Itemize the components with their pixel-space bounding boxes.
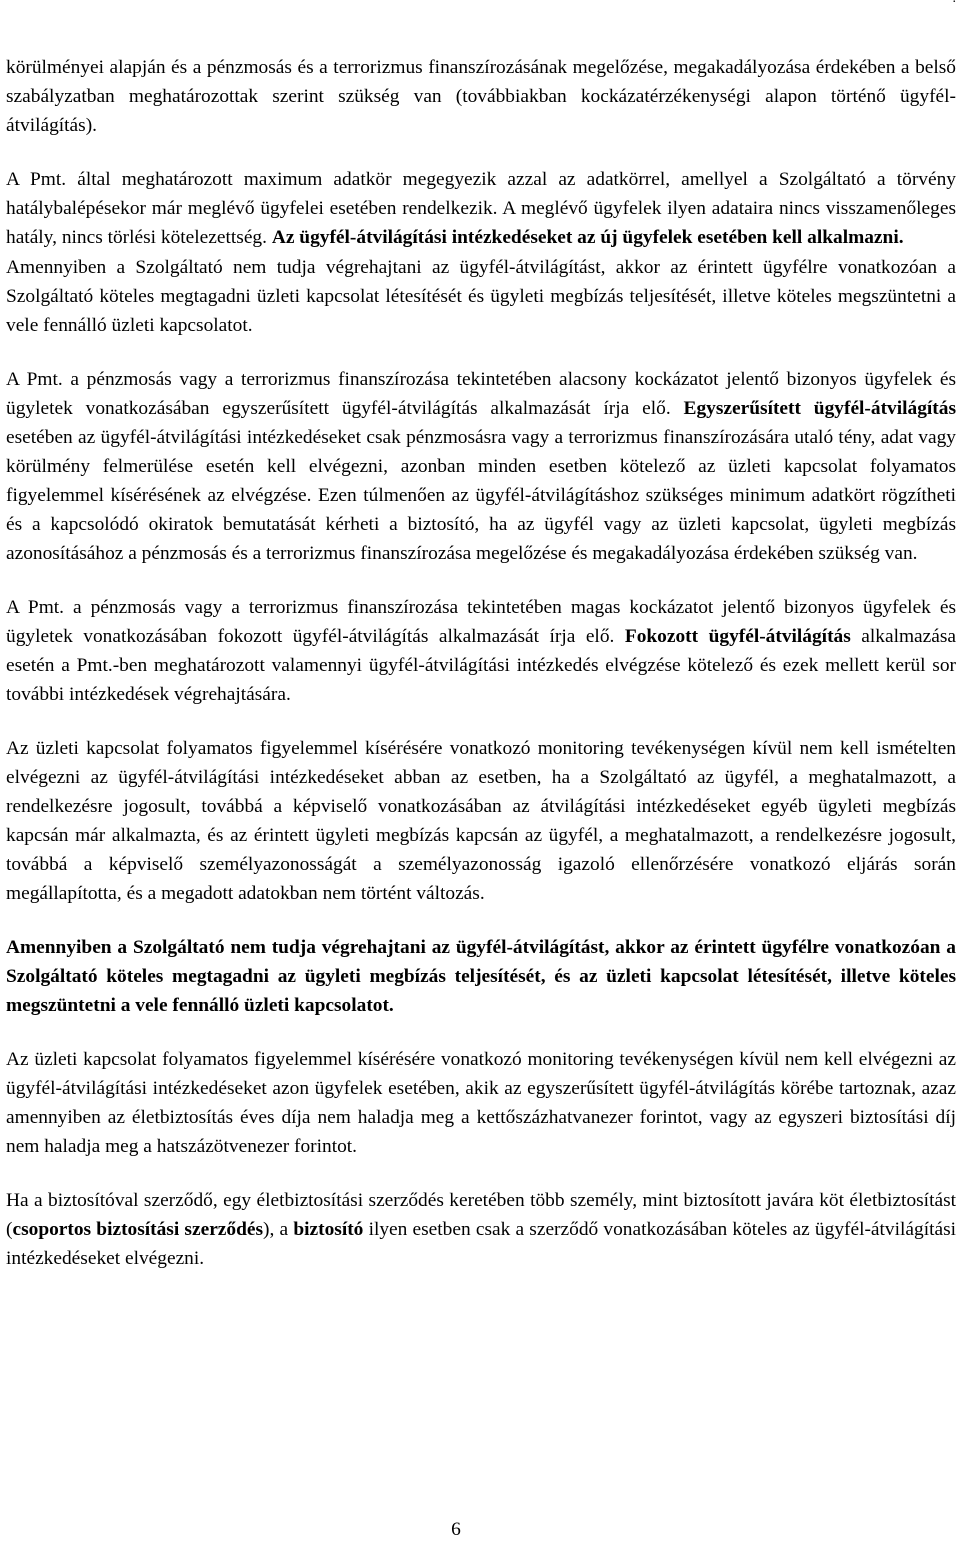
paragraph-4 bbox=[6, 365, 956, 568]
page-number: 6 bbox=[451, 1519, 461, 1540]
paragraph-text: A Pmt. a pénzmosás vagy a terrorizmus finanszírozása tekintetében magas kockázatot jelentő bizonyos ügyfelek és ügyletek vonatkozásában fokozott ügyfél-átvilágítás alkalmazását írja elő. bbox=[6, 597, 956, 647]
paragraph-9 bbox=[6, 1186, 956, 1273]
paragraph-text: ), a bbox=[263, 1219, 294, 1240]
paragraph-bold-text: csoportos biztosítási szerződés bbox=[12, 1219, 264, 1240]
paragraph-text: Az üzleti kapcsolat folyamatos figyelemmel kísérésére vonatkozó monitoring tevékenységen kívül nem kell ismételten elvégezni az ügyfél-átvilágítási intézkedéseket abban az esetben, ha a Szolgáltató az ügyfél, a meghatalmazott, a rendelkezésre jogosult, továbbá a képviselő vonatkozásában az átvilágítási intézkedéseket egyéb ügyleti megbízás kapcsán már alkalmazta, és az érintett ügyleti megbízás kapcsán az ügyfél, a meghatalmazott, a rendelkezésre jogosult, továbbá a képviselő személyazonosságát a személyazonosság igazoló ellenőrzésére vonatkozó eljárás során megállapította, és a megadott adatokban nem történt változás. bbox=[6, 738, 956, 904]
document-body bbox=[6, 53, 956, 1273]
paragraph-text: alkalmazása esetén a Pmt.-ben meghatározott valamennyi ügyfél-átvilágítási intézkedés elvégzése kötelező és ezek mellett kerül sor további intézkedések végrehajtására. bbox=[6, 626, 957, 705]
paragraph-5 bbox=[6, 593, 956, 709]
paragraph-6 bbox=[6, 734, 956, 908]
paragraph-text: körülményei alapján és a pénzmosás és a terrorizmus finanszírozásának megelőzése, megakadályozása érdekében a belső szabályzatban meghatározottak szerint szükség van (továbbiakban kockázatérzékenységi alapon történő ügyfél-átvilágítás). bbox=[6, 57, 956, 136]
paragraph-bold-text: Fokozott ügyfél-átvilágítás bbox=[624, 626, 851, 647]
paragraph-text: ilyen esetben csak a szerződő vonatkozásában köteles az ügyfél-átvilágítási intézkedéseket elvégezni. bbox=[6, 1219, 957, 1269]
paragraph-text: A Pmt. a pénzmosás vagy a terrorizmus finanszírozása tekintetében alacsony kockázatot jelentő bizonyos ügyfelek és ügyletek vonatkozásában egyszerűsített ügyfél-átvilágítás alkalmazását írja elő. bbox=[6, 369, 956, 419]
paragraph-1 bbox=[6, 53, 956, 140]
corner-mark bbox=[953, 0, 957, 6]
paragraph-bold-text: Az ügyfél-átvilágítási intézkedéseket az új ügyfelek esetében kell alkalmazni. bbox=[271, 227, 904, 248]
paragraph-8 bbox=[6, 1045, 956, 1161]
paragraph-text: Amennyiben a Szolgáltató nem tudja végrehajtani az ügyfél-átvilágítást, akkor az érintett ügyfélre vonatkozóan a Szolgáltató köteles megtagadni üzleti kapcsolat létesítését és ügyleti megbízás teljesítését, illetve köteles megszüntetni a vele fennálló üzleti kapcsolatot. bbox=[6, 257, 956, 336]
paragraph-bold-text: Egyszerűsített ügyfél-átvilágítás bbox=[683, 398, 956, 419]
paragraph-text: A Pmt. által meghatározott maximum adatkör megegyezik azzal az adatkörrel, amellyel a Szolgáltató a törvény hatálybalépésekor már meglévő ügyfelei esetében rendelkezik. A meglévő ügyfelek ilyen adataira nincs visszamenőleges hatály, nincs törlési kötelezettség. bbox=[6, 169, 956, 248]
paragraph-3 bbox=[6, 253, 956, 340]
paragraph-text: Az üzleti kapcsolat folyamatos figyelemmel kísérésére vonatkozó monitoring tevékenységen kívül nem kell elvégezni az ügyfél-átvilágítási intézkedéseket azon ügyfelek esetében, akik az egyszerűsített ügyfél-átvilágítás körébe tartoznak, azaz amennyiben az életbiztosítás éves díja nem haladja meg a kettőszázhatvanezer forintot, vagy az egyszeri biztosítási díj nem haladja meg a hatszázötvenezer forintot. bbox=[6, 1049, 956, 1157]
paragraph-bold-text: biztosító bbox=[293, 1219, 364, 1240]
paragraph-7 bbox=[6, 933, 956, 1020]
paragraph-text: Ha a biztosítóval szerződő, egy életbiztosítási szerződés keretében több személy, mint biztosított javára köt életbiztosítást ( bbox=[6, 1190, 956, 1240]
paragraph-text: esetében az ügyfél-átvilágítási intézkedéseket csak pénzmosásra vagy a terrorizmus finanszírozására utaló tény, adat vagy körülmény felmerülése esetén kell elvégezni, azonban minden esetben kötelező az üzleti kapcsolat folyamatos figyelemmel kísérésének az elvégzése. Ezen túlmenően az ügyfél-átvilágításhoz szükséges minimum adatkört rögzítheti és a kapcsolódó okiratok bemutatását kérheti a biztosító, ha az ügyfél vagy az üzleti kapcsolat, ügyleti megbízás azonosításához a pénzmosás és a terrorizmus finanszírozása megelőzése és megakadályozása érdekében szükség van. bbox=[6, 427, 956, 564]
paragraph-2 bbox=[6, 165, 956, 252]
paragraph-bold-text: Amennyiben a Szolgáltató nem tudja végrehajtani az ügyfél-átvilágítást, akkor az érintett ügyfélre vonatkozóan a Szolgáltató köteles megtagadni az ügyleti megbízás teljesítését, és az üzleti kapcsolat létesítését, illetve köteles megszüntetni a vele fennálló üzleti kapcsolatot. bbox=[6, 937, 956, 1016]
